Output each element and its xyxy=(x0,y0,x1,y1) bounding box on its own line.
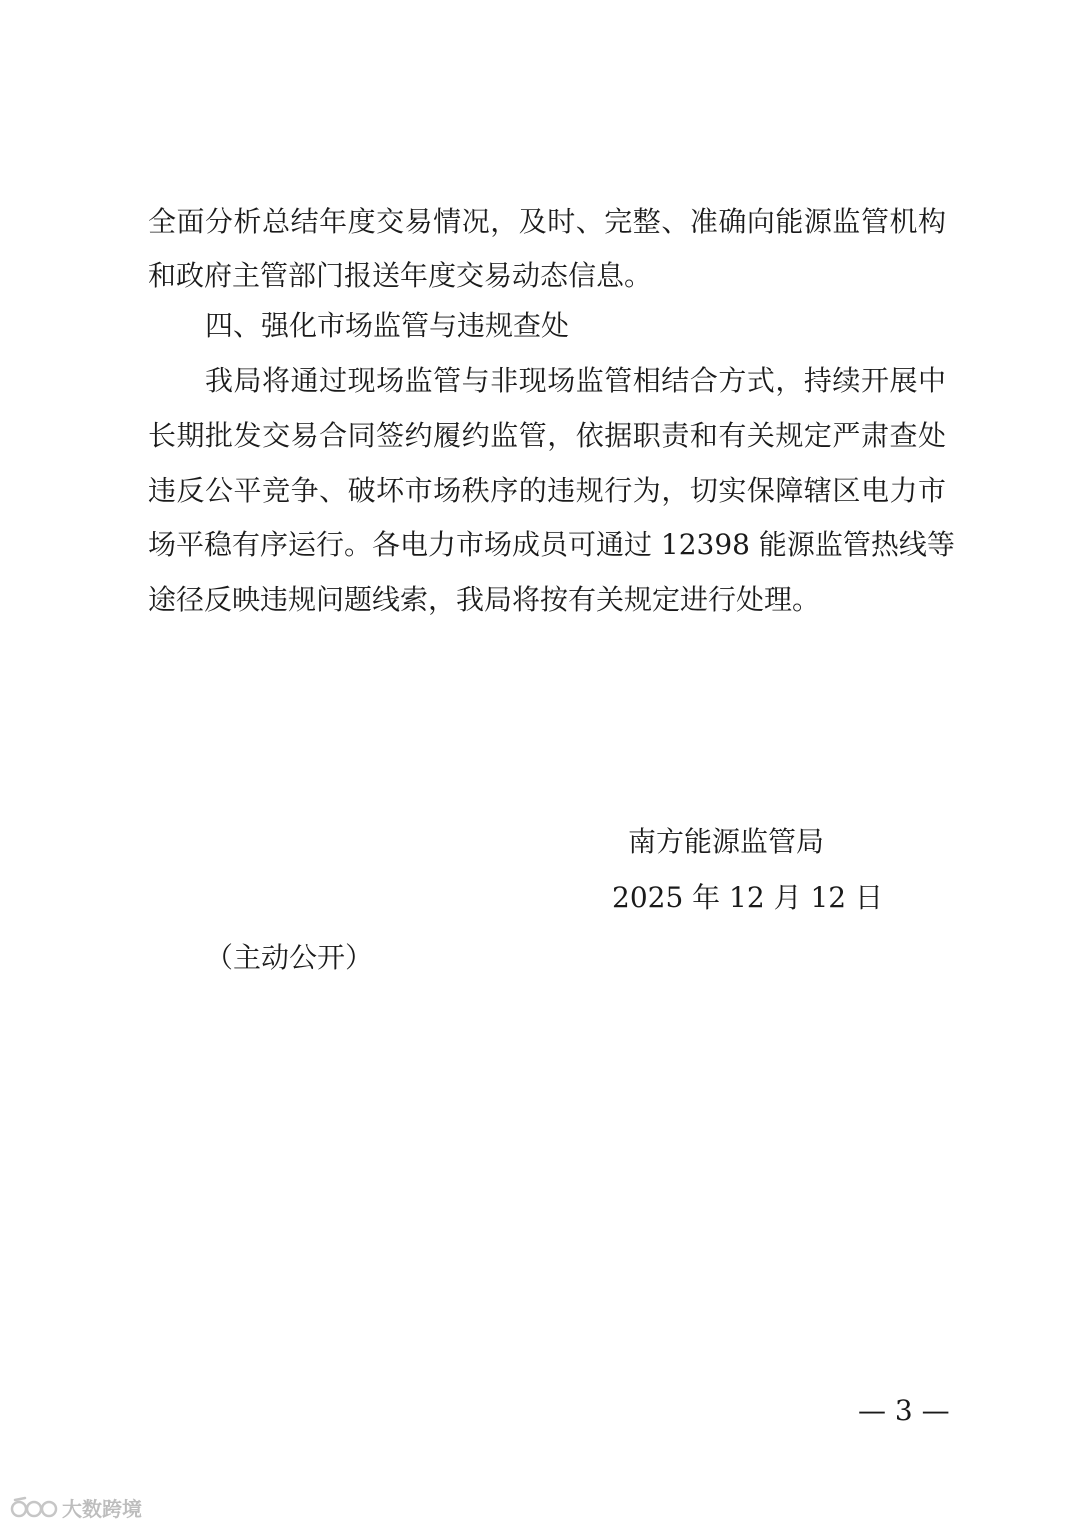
signature-organization: 南方能源监管局 xyxy=(628,825,825,858)
paragraph-line-2: 长期批发交易合同签约履约监管，依据职责和有关规定严肃查处 xyxy=(148,419,946,452)
section-heading: 四、强化市场监管与违规查处 xyxy=(205,309,570,342)
watermark xyxy=(10,1493,142,1522)
intro-line-2: 和政府主管部门报送年度交易动态信息。 xyxy=(148,259,653,292)
intro-line-1: 全面分析总结年度交易情况，及时、完整、准确向能源监管机构 xyxy=(148,205,946,238)
watermark-logo-icon xyxy=(10,1495,58,1521)
page-number: — 3 — xyxy=(858,1394,950,1427)
paragraph-line-3: 违反公平竞争、破坏市场秩序的违规行为，切实保障辖区电力市 xyxy=(148,474,946,507)
signature-date: 2025 年 12 月 12 日 xyxy=(612,881,884,914)
disclosure-label: （主动公开） xyxy=(205,941,374,974)
paragraph-line-1: 我局将通过现场监管与非现场监管相结合方式，持续开展中 xyxy=(205,364,946,397)
watermark-text: 大数跨境 xyxy=(62,1497,142,1521)
paragraph-line-4: 场平稳有序运行。各电力市场成员可通过 12398 能源监管热线等 xyxy=(148,528,955,561)
paragraph-line-5: 途径反映违规问题线索，我局将按有关规定进行处理。 xyxy=(148,583,821,616)
